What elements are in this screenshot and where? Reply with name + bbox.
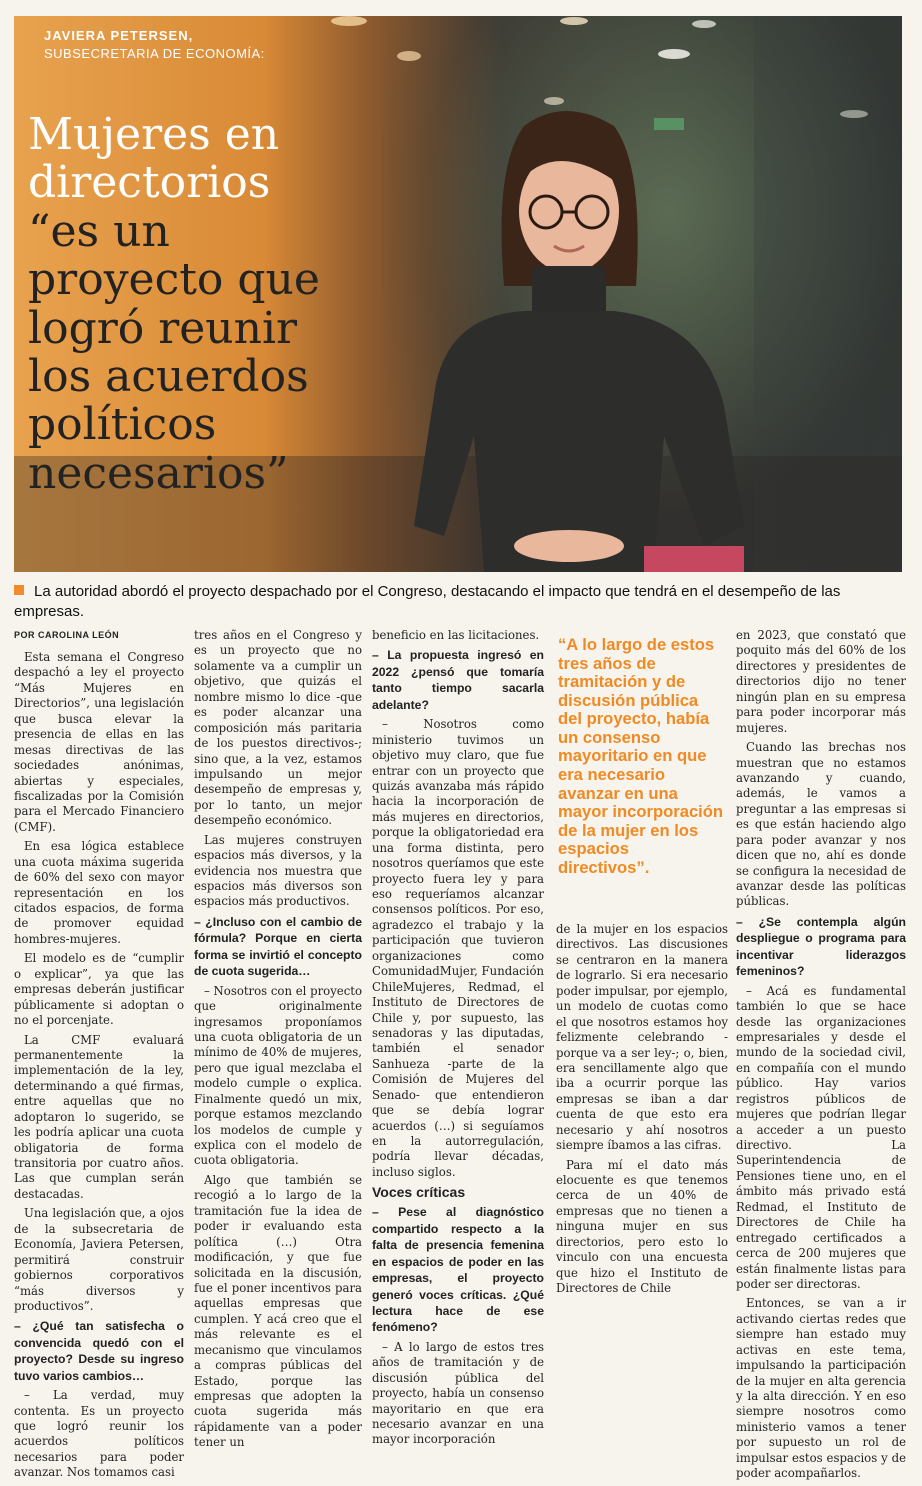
- headline: [28, 111, 368, 498]
- article-column-2: [194, 628, 362, 1455]
- portrait-photo: [404, 106, 784, 572]
- paragraph: – Nosotros como ministerio tuvimos un objetivo muy claro, que fue entrar con un proyecto que quizás avanzaba más rápido hacia la incorporación de más mujeres en directorios, porque la obligatoriedad era una forma distinta, pero nosotros queríamos que este proyecto fuera ley y para eso requeríamos alcanzar consensos políticos. Por eso, agradezco el trabajo y la participación que tuvieron organizaciones como ComunidadMujer, Fundación ChileMujeres, Redmad, el Instituto de Directores de Chile y, por supuesto, las senadoras y las diputadas, también el senador Sanhueza -parte de la Comisión de Mujeres del Senado- que entendieron que se debía lograr acuerdos (…) si seguíamos en la autorregulación, podría llevar décadas, incluso siglos.: [372, 717, 545, 1179]
- interview-question: – Pese al diagnóstico compartido respecto a la falta de presencia femenina en espacios de poder en las empresas, el proyecto generó voces críticas. ¿Qué lectura hace de ese fenómeno?: [372, 1205, 544, 1335]
- interview-question: – ¿Incluso con el cambio de fórmula? Porque en cierta forma se invirtió el concepto de cuota sugerida…: [194, 914, 362, 979]
- paragraph: Cuando las brechas nos muestran que no estamos avanzando y cuando, además, le vamos a preguntar a las empresas si es que están haciendo algo para poder avanzar y nos dicen que no, ahí es donde se configura la necesidad de avanzar desde las políticas públicas.: [736, 740, 906, 909]
- headline-quote-line: necesarios”: [28, 447, 289, 499]
- paragraph: – La verdad, muy contenta. Es un proyecto que logró reunir los acuerdos políticos necesarios para poder avanzar. Nos tomamos casi: [14, 1388, 184, 1480]
- headline-quote-line: logró reunir: [28, 302, 298, 354]
- headline-quote-line: los acuerdos: [28, 350, 309, 402]
- lead-text: La autoridad abordó el proyecto despachado por el Congreso, destacando el impacto que tendrá en el desempeño de las empresas.: [14, 583, 841, 621]
- lead-paragraph: [14, 582, 894, 623]
- paragraph: – Nosotros con el proyecto que originalmente ingresamos proponíamos una cuota obligatoria de un mínimo de 40% de mujeres, pero que igual mezclaba el modelo cumple o explica. Finalmente quedó un mix, porque estamos mezclando los modelos de cumple y explica con el modelo de cuota obligatoria.: [194, 983, 362, 1168]
- paragraph: en 2023, que constató que poquito más del 60% de los directores y presidentes de directorios dijo no tener ningún plan en su empresa para poder incorporar más mujeres.: [736, 628, 906, 735]
- headline-line: directorios: [28, 157, 271, 209]
- headline-quote-line: proyecto que: [28, 254, 320, 306]
- headline-quote-line: políticos: [28, 399, 217, 451]
- paragraph: tres años en el Congreso y es un proyecto que no solamente va a cumplir un objetivo, que quizás el nombre mismo lo dice -que es poder alcanzar una composición más paritaria de los puestos directivos-; sino que, a la vez, estamos impulsando un mejor desempeño de empresas y, por lo tanto, un mejor desempeño económico.: [194, 628, 362, 828]
- paragraph: beneficio en las licitaciones.: [372, 628, 540, 642]
- paragraph: Esta semana el Congreso despachó a ley el proyecto “Más Mujeres en Directorios”, una legislación que busca elevar la presencia de ellas en las mesas directivas de las sociedades anónimas, abiertas y especiales, fiscalizadas por la Comisión para el Mercado Financiero (CMF).: [14, 650, 184, 834]
- section-subhead: Voces críticas: [372, 1184, 466, 1201]
- author-byline: POR CAROLINA LEÓN: [14, 630, 120, 640]
- paragraph: Para mí el dato más elocuente es que tenemos cerca de un 40% de empresas que no tienen a ninguna mujer en sus directorios, pero esto lo vinculo con una encuesta que hizo el Instituto de Directores de Chile: [556, 1157, 728, 1296]
- headline-line: Mujeres en: [28, 109, 280, 160]
- article-column-3: [372, 628, 544, 1452]
- paragraph: Las mujeres construyen espacios más diversos, y la evidencia nos muestra que espacios más diversos son espacios más productivos.: [194, 832, 362, 909]
- interview-question: – ¿Qué tan satisfecha o convencida quedó con el proyecto? Desde su ingreso tuvo varios cambios…: [14, 1319, 184, 1383]
- article-column-4: [556, 922, 728, 1301]
- paragraph: El modelo es de “cumplir o explicar”, ya que las empresas deberán justificar públicamente si adoptan o no el porcenjate.: [14, 951, 184, 1028]
- paragraph: Una legislación que, a ojos de la subsecretaria de Economía, Javiera Petersen, permitirá construir gobiernos corporativos “más diversos y productivos”.: [14, 1206, 184, 1313]
- paragraph: – Acá es fundamental también lo que se hace desde las organizaciones empresariales y desde el mundo de la sociedad civil, en compañía con el mundo público. Hay varios registros públicos de mujeres que podrían llegar a acceder a un puesto directivo. La Superintendencia de Pensiones tiene uno, en el ámbito más privado está Redmad, el Instituto de Directores de Chile ha entregado certificados a cerca de 200 mujeres que están finalmente listas para poder ser directoras.: [736, 983, 906, 1291]
- interview-question: – La propuesta ingresó en 2022 ¿pensó que tomaría tanto tiempo sacarla adelante?: [372, 648, 544, 712]
- interviewee-name: JAVIERA PETERSEN,: [44, 28, 194, 43]
- bullet-square-icon: [14, 585, 24, 595]
- paragraph: En esa lógica establece una cuota máxima sugerida de 60% del sexo con mayor representación en los citados espacios, de forma de promover equidad hombres-mujeres.: [14, 839, 184, 946]
- paragraph: de la mujer en los espacios directivos. Las discusiones se centraron en la manera de lograrlo. Si era necesario poder impulsar, por ejemplo, un modelo de cuotas como el que nosotros estamos hoy felizmente celebrando -porque va a ser ley-; o, bien, era sencillamente algo que iba a ocurrir porque las empresas se iban a dar cuenta de que esto era necesario y ahí nosotros siempre íbamos a las cifras.: [556, 922, 728, 1153]
- headline-quote-line: “es un: [28, 205, 170, 257]
- hero-photo-banner: [14, 16, 902, 572]
- interviewee-role: SUBSECRETARIA DE ECONOMÍA:: [44, 46, 265, 61]
- paragraph: Algo que también se recogió a lo largo de la tramitación fue la idea de poder ir evaluando esta política (…) Otra modificación, y que fue solicitada en la discusión, fue el poner incentivos para aquellas empresas que cumplen. Y acá creo que el más relevante es el mecanismo que vinculamos a compras públicas del Estado, porque las empresas que adopten la cuota sugerida más rápidamente van a poder tener un: [194, 1172, 362, 1450]
- article-column-1: [14, 630, 184, 1485]
- paragraph: La CMF evaluará permanentemente la implementación de la ley, determinando a qué firmas, entre aquellas que no adoptaron lo sugerido, se les podría aplicar una cuota obligatoria de forma transitoria por cuatro años. Las que cumplan serán destacadas.: [14, 1032, 184, 1201]
- interview-question: – ¿Se contempla algún despliegue o programa para incentivar liderazgos femeninos?: [736, 914, 906, 979]
- paragraph: – A lo largo de estos tres años de tramitación y de discusión pública del proyecto, había un consenso mayoritario en que era necesario avanzar en una mayor incorporación: [372, 1339, 544, 1447]
- article-column-5: [736, 628, 906, 1486]
- paragraph: Entonces, se van a ir activando ciertas redes que siempre han estado muy activas en este tema, impulsando la participación de la mujer en alta gerencia y la alta dirección. Y en eso siempre nosotros como ministerio vamos a tener por supuesto un rol de impulsar estos espacios y de poder acompañarlos.: [736, 1296, 906, 1481]
- pull-quote: “A lo largo de estos tres años de tramitación y de discusión pública del proyecto, había un consenso mayoritario en que era necesario avanzar en una mayor incorporación de la mujer en los espacios directivos”.: [558, 635, 724, 877]
